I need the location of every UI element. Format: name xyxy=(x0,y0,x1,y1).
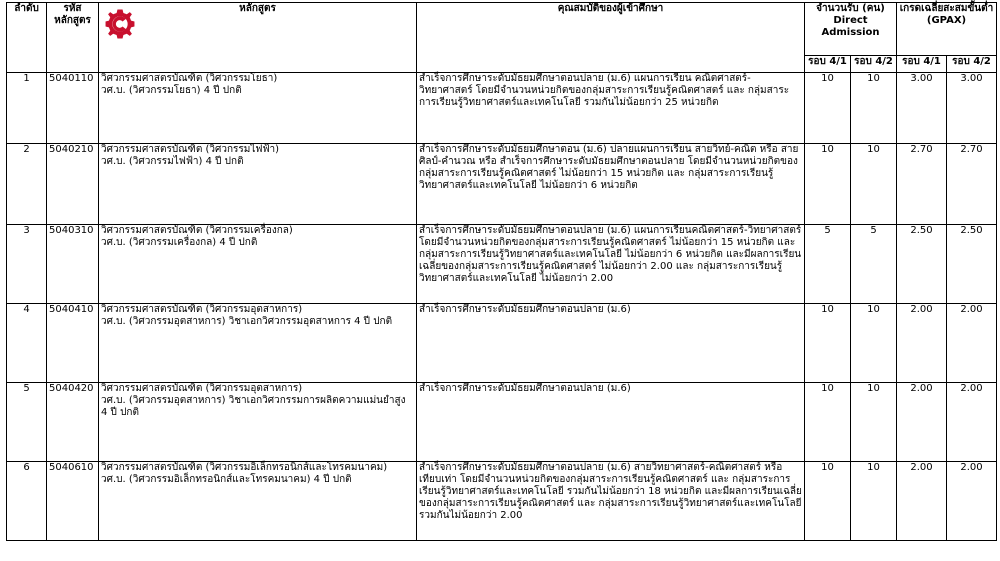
program-name: วิศวกรรมศาสตรบัณฑิต (วิศวกรรมอุตสาหการ) xyxy=(101,304,303,315)
cell-code: 5040420 xyxy=(47,383,99,462)
cell-program xyxy=(99,144,417,225)
cell-program xyxy=(99,383,417,462)
cell-qualification: สำเร็จการศึกษาระดับมัธยมศึกษาตอนปลาย (ม.6) แผนการเรียนคณิตศาสตร์-วิทยาศาสตร์ โดยมีจำนวนหน่วยกิตของกลุ่มสาระการเรียนรู้คณิตศาสตร์ ไม่น้อยกว่า 15 หน่วยกิต และ กลุ่มสาระการเรียนรู้วิทยาศาสตร์และเทคโนโลยี ไม่น้อยกว่า 6 หน่วยกิต และมีผลการเรียนเฉลี่ยของกลุ่มสาระการเรียนรู้คณิตศาสตร์ ไม่น้อยกว่า 2.00 และ กลุ่มสาระการเรียนรู้วิทยาศาสตร์และเทคโนโลยี ไม่น้อยกว่า 2.00 xyxy=(417,225,805,304)
program-name: วิศวกรรมศาสตรบัณฑิต (วิศวกรรมอุตสาหการ) xyxy=(101,383,303,394)
cell-code: 5040310 xyxy=(47,225,99,304)
cell-qualification: สำเร็จการศึกษาระดับมัธยมศึกษาตอนปลาย (ม.6) xyxy=(417,304,805,383)
cell-gpax-41: 2.70 xyxy=(897,144,947,225)
header-quota: จำนวนรับ (คน) Direct Admission xyxy=(805,3,897,56)
cell-qualification: สำเร็จการศึกษาระดับมัธยมศึกษาตอนปลาย (ม.6) แผนการเรียน คณิตศาสตร์-วิทยาศาสตร์ โดยมีจำนวนหน่วยกิตของกลุ่มสาระการเรียนรู้คณิตศาสตร์ และ กลุ่มสาระการเรียนรู้วิทยาศาสตร์และเทคโนโลยี รวมกันไม่น้อยกว่า 25 หน่วยกิต xyxy=(417,73,805,144)
header-quota-round-42: รอบ 4/2 xyxy=(851,56,897,73)
header-row xyxy=(7,3,997,56)
cell-quota-42: 10 xyxy=(851,73,897,144)
cell-code: 5040410 xyxy=(47,304,99,383)
cell-quota-41: 10 xyxy=(805,383,851,462)
cell-quota-42: 10 xyxy=(851,304,897,383)
table-row xyxy=(7,462,997,541)
cell-code: 5040610 xyxy=(47,462,99,541)
program-name: วิศวกรรมศาสตรบัณฑิต (วิศวกรรมโยธา) xyxy=(101,73,278,84)
table-row xyxy=(7,304,997,383)
cell-gpax-42: 2.00 xyxy=(947,383,997,462)
cell-no: 3 xyxy=(7,225,47,304)
table-row xyxy=(7,383,997,462)
cell-quota-42: 5 xyxy=(851,225,897,304)
table-row xyxy=(7,225,997,304)
header-gpax: เกรดเฉลี่ยสะสมขั้นต่ำ (GPAX) xyxy=(897,3,997,56)
header-program-label: หลักสูตร xyxy=(239,3,276,14)
cell-qualification: สำเร็จการศึกษาระดับมัธยมศึกษาตอนปลาย (ม.6) xyxy=(417,383,805,462)
cell-quota-41: 10 xyxy=(805,462,851,541)
cell-quota-42: 10 xyxy=(851,462,897,541)
cell-gpax-41: 2.00 xyxy=(897,383,947,462)
cell-gpax-42: 3.00 xyxy=(947,73,997,144)
cell-quota-41: 10 xyxy=(805,304,851,383)
program-name: วิศวกรรมศาสตรบัณฑิต (วิศวกรรมเครื่องกล) xyxy=(101,225,293,236)
cell-qualification: สำเร็จการศึกษาระดับมัธยมศึกษาตอนปลาย (ม.6) สายวิทยาศาสตร์-คณิตศาสตร์ หรือเทียบเท่า โดยมีจำนวนหน่วยกิตของกลุ่มสาระการเรียนรู้คณิตศาสตร์ และ กลุ่มสาระการเรียนรู้วิทยาศาสตร์และเทคโนโลยี รวมกันไม่น้อยกว่า 18 หน่วยกิต และมีผลการเรียนเฉลี่ยของกลุ่มสาระการเรียนรู้คณิตศาสตร์ และ กลุ่มสาระการเรียนรู้วิทยาศาสตร์และเทคโนโลยี รวมกันไม่น้อยกว่า 2.00 xyxy=(417,462,805,541)
cell-quota-42: 10 xyxy=(851,383,897,462)
admission-table xyxy=(6,2,997,541)
program-degree: วศ.บ. (วิศวกรรมเครื่องกล) 4 ปี ปกติ xyxy=(101,237,258,248)
cell-gpax-42: 2.00 xyxy=(947,462,997,541)
cell-gpax-42: 2.50 xyxy=(947,225,997,304)
table-row xyxy=(7,144,997,225)
cell-no: 6 xyxy=(7,462,47,541)
header-gpax-round-41: รอบ 4/1 xyxy=(897,56,947,73)
header-gpax-round-42: รอบ 4/2 xyxy=(947,56,997,73)
faculty-gear-logo-icon xyxy=(103,7,137,41)
cell-quota-41: 10 xyxy=(805,144,851,225)
cell-gpax-41: 2.00 xyxy=(897,462,947,541)
cell-program xyxy=(99,73,417,144)
cell-gpax-42: 2.70 xyxy=(947,144,997,225)
cell-quota-41: 10 xyxy=(805,73,851,144)
cell-gpax-41: 2.00 xyxy=(897,304,947,383)
program-name: วิศวกรรมศาสตรบัณฑิต (วิศวกรรมอิเล็กทรอนิกส์และโทรคมนาคม) xyxy=(101,462,388,473)
cell-program xyxy=(99,225,417,304)
program-degree: วศ.บ. (วิศวกรรมอิเล็กทรอนิกส์และโทรคมนาคม) 4 ปี ปกติ xyxy=(101,474,352,485)
program-name: วิศวกรรมศาสตรบัณฑิต (วิศวกรรมไฟฟ้า) xyxy=(101,144,280,155)
cell-no: 4 xyxy=(7,304,47,383)
cell-gpax-41: 3.00 xyxy=(897,73,947,144)
header-program xyxy=(99,3,417,73)
cell-gpax-41: 2.50 xyxy=(897,225,947,304)
table-row xyxy=(7,73,997,144)
cell-code: 5040110 xyxy=(47,73,99,144)
header-no: ลำดับ xyxy=(7,3,47,73)
cell-no: 5 xyxy=(7,383,47,462)
cell-gpax-42: 2.00 xyxy=(947,304,997,383)
header-qualification: คุณสมบัติของผู้เข้าศึกษา xyxy=(417,3,805,73)
cell-code: 5040210 xyxy=(47,144,99,225)
cell-no: 2 xyxy=(7,144,47,225)
cell-quota-42: 10 xyxy=(851,144,897,225)
program-degree: วศ.บ. (วิศวกรรมอุตสาหการ) วิชาเอกวิศวกรรมอุตสาหการ 4 ปี ปกติ xyxy=(101,316,393,327)
cell-program xyxy=(99,462,417,541)
cell-program xyxy=(99,304,417,383)
cell-qualification: สำเร็จการศึกษาระดับมัธยมศึกษาตอน (ม.6) ปลายแผนการเรียน สายวิทย์-คณิต หรือ สายศิลป์-คำนวณ หรือ สำเร็จการศึกษาระดับมัธยมศึกษาตอนปลาย โดยมีจำนวนหน่วยกิตของกลุ่มสาระการเรียนรู้คณิตศาสตร์ ไม่น้อยกว่า 15 หน่วยกิต และ กลุ่มสาระการเรียนรู้วิทยาศาสตร์และเทคโนโลยี ไม่น้อยกว่า 6 หน่วยกิต xyxy=(417,144,805,225)
cell-no: 1 xyxy=(7,73,47,144)
header-quota-round-41: รอบ 4/1 xyxy=(805,56,851,73)
program-degree: วศ.บ. (วิศวกรรมไฟฟ้า) 4 ปี ปกติ xyxy=(101,156,244,167)
cell-quota-41: 5 xyxy=(805,225,851,304)
header-code: รหัสหลักสูตร xyxy=(47,3,99,73)
program-degree: วศ.บ. (วิศวกรรมอุตสาหการ) วิชาเอกวิศวกรรมการผลิตความแม่นยำสูง 4 ปี ปกติ xyxy=(101,395,406,418)
program-degree: วศ.บ. (วิศวกรรมโยธา) 4 ปี ปกติ xyxy=(101,85,242,96)
